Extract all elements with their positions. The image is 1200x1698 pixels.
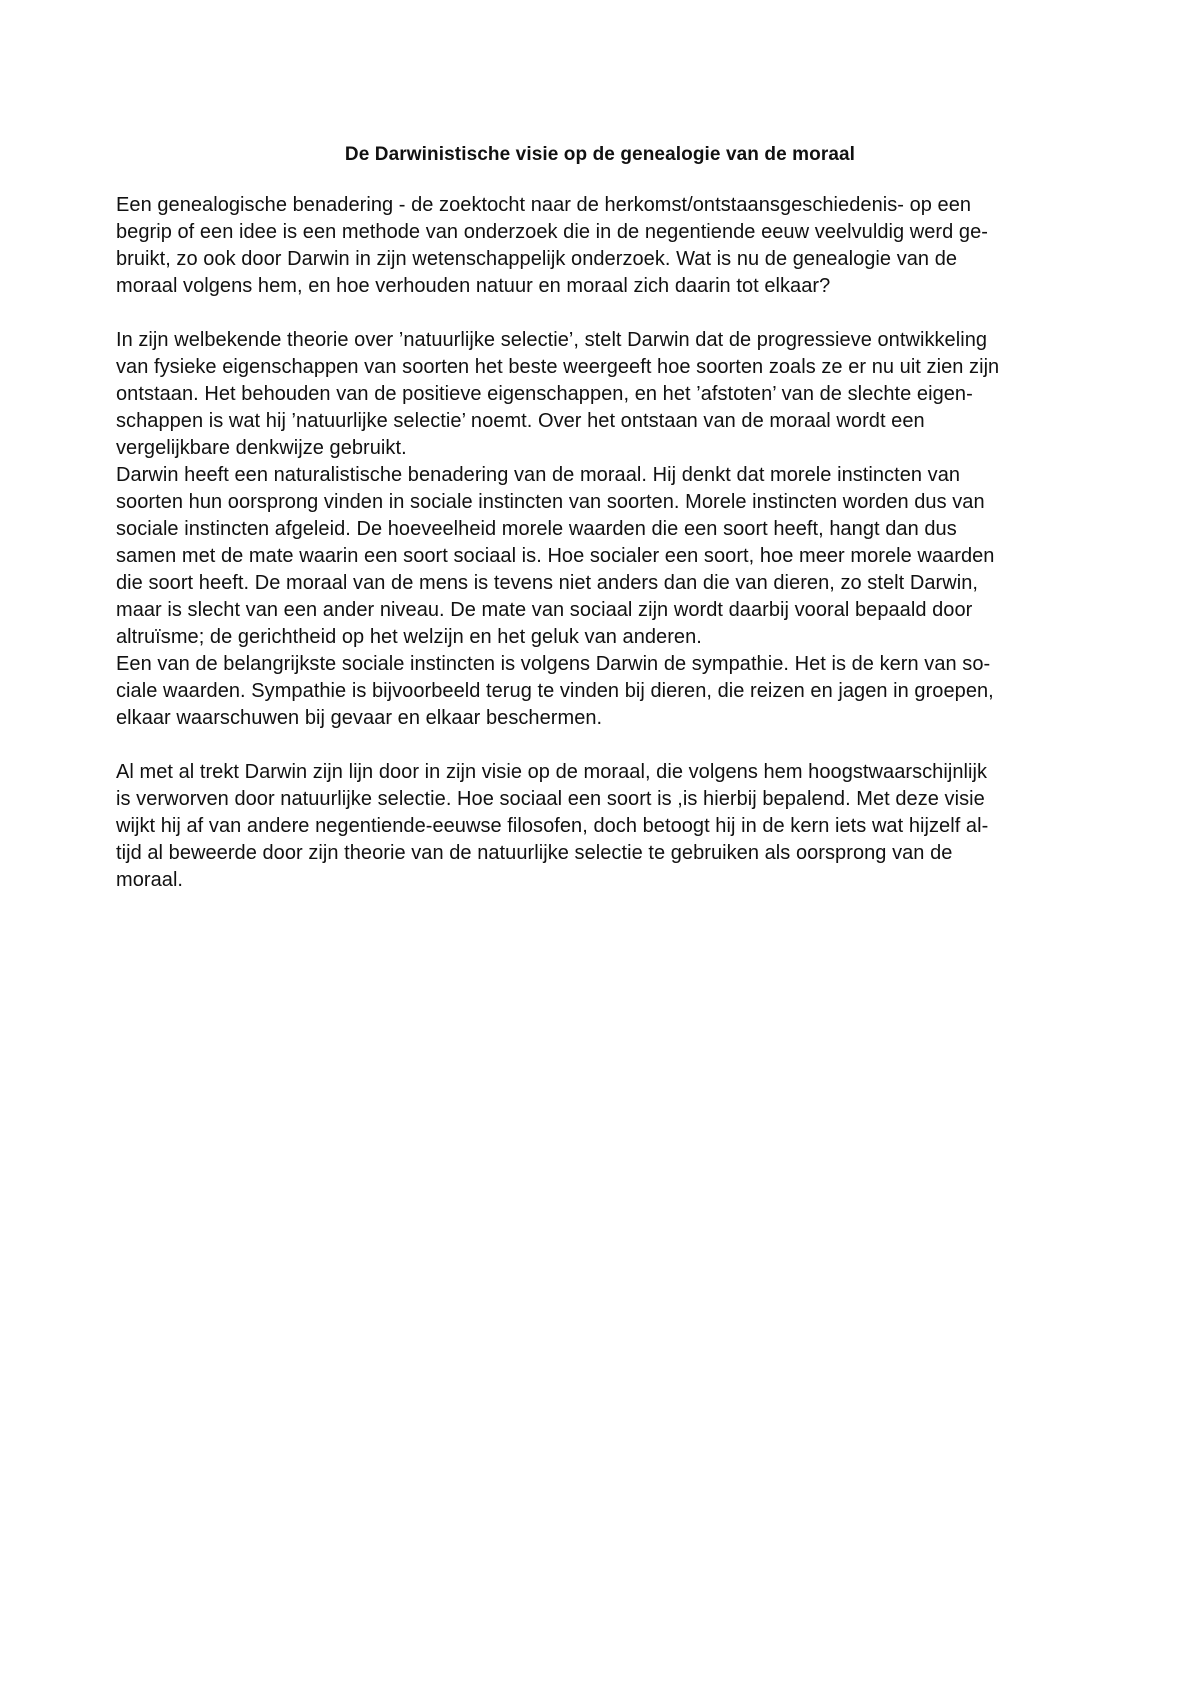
text-line: ciale waarden. Sympathie is bijvoorbeeld terug te vinden bij dieren, die reizen en jagen in groepen, [116,680,994,702]
text-line: die soort heeft. De moraal van de mens is tevens niet anders dan die van dieren, zo stelt Darwin, [116,572,978,594]
text-line: In zijn welbekende theorie over ’natuurlijke selectie’, stelt Darwin dat de progressieve ontwikkeling [116,329,988,351]
text-line: elkaar waarschuwen bij gevaar en elkaar beschermen. [116,707,603,729]
text-line: maar is slecht van een ander niveau. De mate van sociaal zijn wordt daarbij vooral bepaald door [116,599,973,621]
text-line: samen met de mate waarin een soort sociaal is. Hoe socialer een soort, hoe meer morele waarden [116,545,995,567]
text-line: begrip of een idee is een methode van onderzoek die in de negentiende eeuw veelvuldig werd ge- [116,221,988,243]
text-line: Darwin heeft een naturalistische benadering van de moraal. Hij denkt dat morele instincten van [116,464,961,486]
paragraph-spacer [116,300,1096,327]
text-line: soorten hun oorsprong vinden in sociale instincten van soorten. Morele instincten worden dus van [116,491,985,513]
document-body [116,192,1096,894]
text-line: altruïsme; de gerichtheid op het welzijn en het geluk van anderen. [116,626,702,648]
text-line: Een genealogische benadering - de zoektocht naar de herkomst/ontstaansgeschiedenis- op een [116,194,972,216]
text-line: Een van de belangrijkste sociale instincten is volgens Darwin de sympathie. Het is de kern van so- [116,653,991,675]
text-line: bruikt, zo ook door Darwin in zijn wetenschappelijk onderzoek. Wat is nu de genealogie van de [116,248,958,270]
document-title: De Darwinistische visie op de genealogie van de moraal [344,144,856,165]
text-line: ontstaan. Het behouden van de positieve eigenschappen, en het ’afstoten’ van de slechte eigen- [116,383,973,405]
text-line: moraal. [116,869,184,891]
text-line: Al met al trekt Darwin zijn lijn door in zijn visie op de moraal, die volgens hem hoogstwaarschijnlijk [116,761,988,783]
text-line: sociale instincten afgeleid. De hoeveelheid morele waarden die een soort heeft, hangt dan dus [116,518,957,540]
paragraph-spacer [116,732,1096,759]
paragraph-conclusion [116,759,1096,894]
text-line: wijkt hij af van andere negentiende-eeuwse filosofen, doch betoogt hij in de kern iets wat hijzelf al- [116,815,989,837]
text-line: van fysieke eigenschappen van soorten het beste weergeeft hoe soorten zoals ze er nu uit zien zijn [116,356,1000,378]
text-line: schappen is wat hij ’natuurlijke selectie’ noemt. Over het ontstaan van de moraal wordt een [116,410,925,432]
text-line: moraal volgens hem, en hoe verhouden natuur en moraal zich daarin tot elkaar? [116,275,831,297]
paragraph-natural-selection [116,327,1096,732]
text-line: tijd al beweerde door zijn theorie van de natuurlijke selectie te gebruiken als oorsprong van de [116,842,953,864]
paragraph-introduction [116,192,1096,300]
text-line: is verworven door natuurlijke selectie. Hoe sociaal een soort is ,is hierbij bepalend. Met deze visie [116,788,985,810]
text-line: vergelijkbare denkwijze gebruikt. [116,437,407,459]
